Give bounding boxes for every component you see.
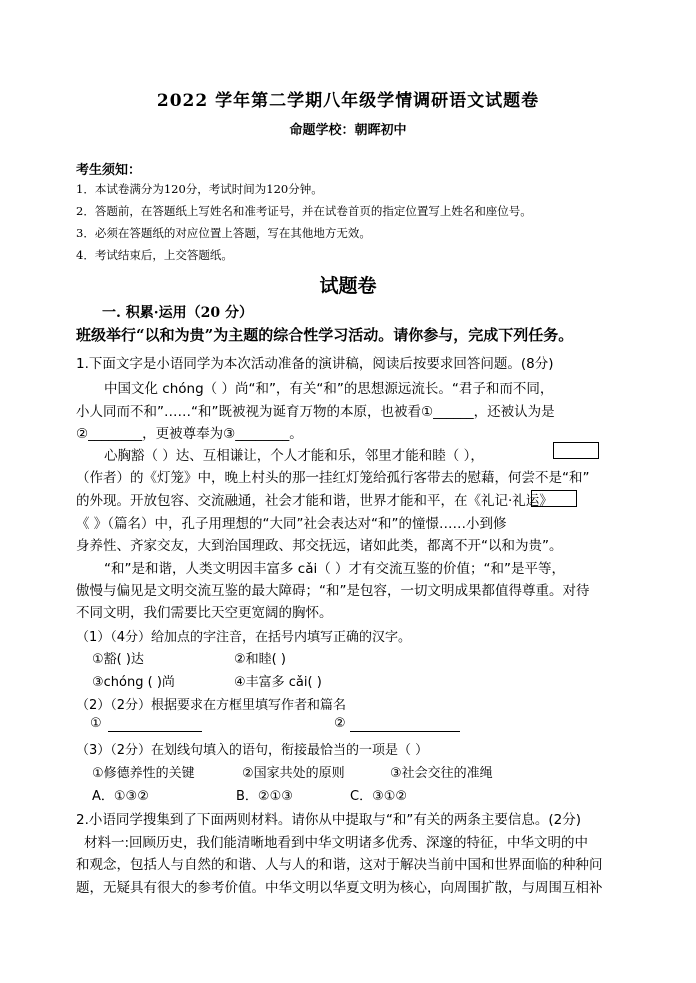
passage-line: 小人同而不和”……“和”既被视为诞育万物的本原，也被看①______，还被认为是 [76, 404, 555, 420]
material-line: 材料一:回顾历史，我们能清晰地看到中华文明诸多优秀、深邃的特征，中华文明的中 [84, 835, 589, 851]
part-heading: 一. 积累·运用（20 分） [102, 305, 253, 321]
pinyin-item: ②和睦( ) [234, 652, 286, 667]
subquestion-2: （2）（2分）根据要求在方框里填写作者和篇名 [76, 698, 347, 713]
passage-line: 心胸豁（ ）达、互相谦让，个人才能和乐，邻里才能和睦（ ）， [104, 448, 484, 464]
pinyin-item: ④丰富多 cǎi( ) [234, 675, 322, 690]
passage-line: 不同文明，我们需要比天空更宽阔的胸怀。 [76, 605, 333, 621]
passage-line: ②________，更被尊奉为③________。 [76, 426, 303, 442]
question-stem: 2.小语同学搜集到了下面两则材料。请你从中提取与“和”有关的两条主要信息。(2分) [76, 812, 581, 828]
notice-item: 1．本试卷满分为120分，考试时间为120分钟。 [76, 182, 323, 196]
passage-line: 中国文化 chóng（ ）尚“和”，有关“和”的思想源远流长。“君子和而不同， [104, 381, 554, 397]
material-line: 题，无疑具有很大的参考价值。中华文明以华夏文明为核心，向周围扩散，与周围互相补 [76, 880, 603, 896]
subquestion-3: （3）（2分）在划线句填入的语句，衔接最恰当的一项是（ ） [76, 743, 429, 758]
option-item: ③社会交往的准绳 [390, 766, 493, 781]
choice-item: C．③①② [350, 789, 408, 804]
school-name: 命题学校：朝晖初中 [289, 123, 407, 138]
option-item: ②国家共处的原则 [242, 766, 345, 781]
answer-blank [350, 731, 460, 732]
passage-line: 身养性、齐家交友，大到治国理政、邦交抚远，诸如此类，都离不开“以和为贵”。 [76, 538, 563, 554]
option-item: ①修德养性的关键 [92, 766, 195, 781]
notice-heading: 考生须知： [76, 163, 142, 178]
passage-line: “和”是和谐，人类文明因丰富多 cǎi（ ）才有交流互鉴的价值；“和”是平等， [104, 561, 566, 577]
title-answer-box [531, 490, 577, 507]
passage-line: 傲慢与偏见是文明交流互鉴的最大障碍；“和”是包容，一切文明成果都值得尊重。对待 [76, 583, 590, 599]
choice-item: B．②①③ [236, 789, 293, 804]
exam-title: 2022 学年第二学期八年级学情调研语文试题卷 [156, 91, 540, 111]
answer-label: ② [334, 716, 346, 731]
choice-item: A．①③② [92, 789, 149, 804]
passage-line: 《 》（篇名）中，孔子用理想的“大同”社会表达对“和”的憧憬……小到修 [76, 516, 507, 532]
notice-item: 4．考试结束后，上交答题纸。 [76, 248, 233, 262]
answer-label: ① [90, 716, 102, 731]
question-stem: 1.下面文字是小语同学为本次活动准备的演讲稿，阅读后按要求回答问题。(8分) [76, 356, 554, 372]
material-line: 和观念，包括人与自然的和谐、人与人的和谐，这对于解决当前中国和世界面临的种种问 [76, 857, 603, 873]
pinyin-item: ①豁( )达 [92, 652, 144, 667]
passage-line: 的外现。开放包容、交流融通，社会才能和谐，世界才能和平，在《礼记·礼运》 [76, 493, 553, 509]
subquestion-1: （1）（4分）给加点的字注音，在括号内填写正确的汉字。 [76, 630, 412, 645]
author-answer-box [553, 442, 599, 459]
task-intro: 班级举行“以和为贵”为主题的综合性学习活动。请你参与，完成下列任务。 [76, 326, 574, 344]
answer-blank [108, 731, 202, 732]
passage-line: （作者）的《灯笼》中，晚上村头的那一挂红灯笼给孤行客带去的慰藉，何尝不是“和” [76, 470, 590, 486]
notice-item: 2．答题前，在答题纸上写姓名和准考证号，并在试卷首页的指定位置写上姓名和座位号。 [76, 204, 532, 218]
notice-item: 3．必须在答题纸的对应位置上答题，写在其他地方无效。 [76, 226, 371, 240]
pinyin-item: ③chóng ( )尚 [92, 675, 175, 690]
section-title: 试题卷 [319, 275, 377, 297]
